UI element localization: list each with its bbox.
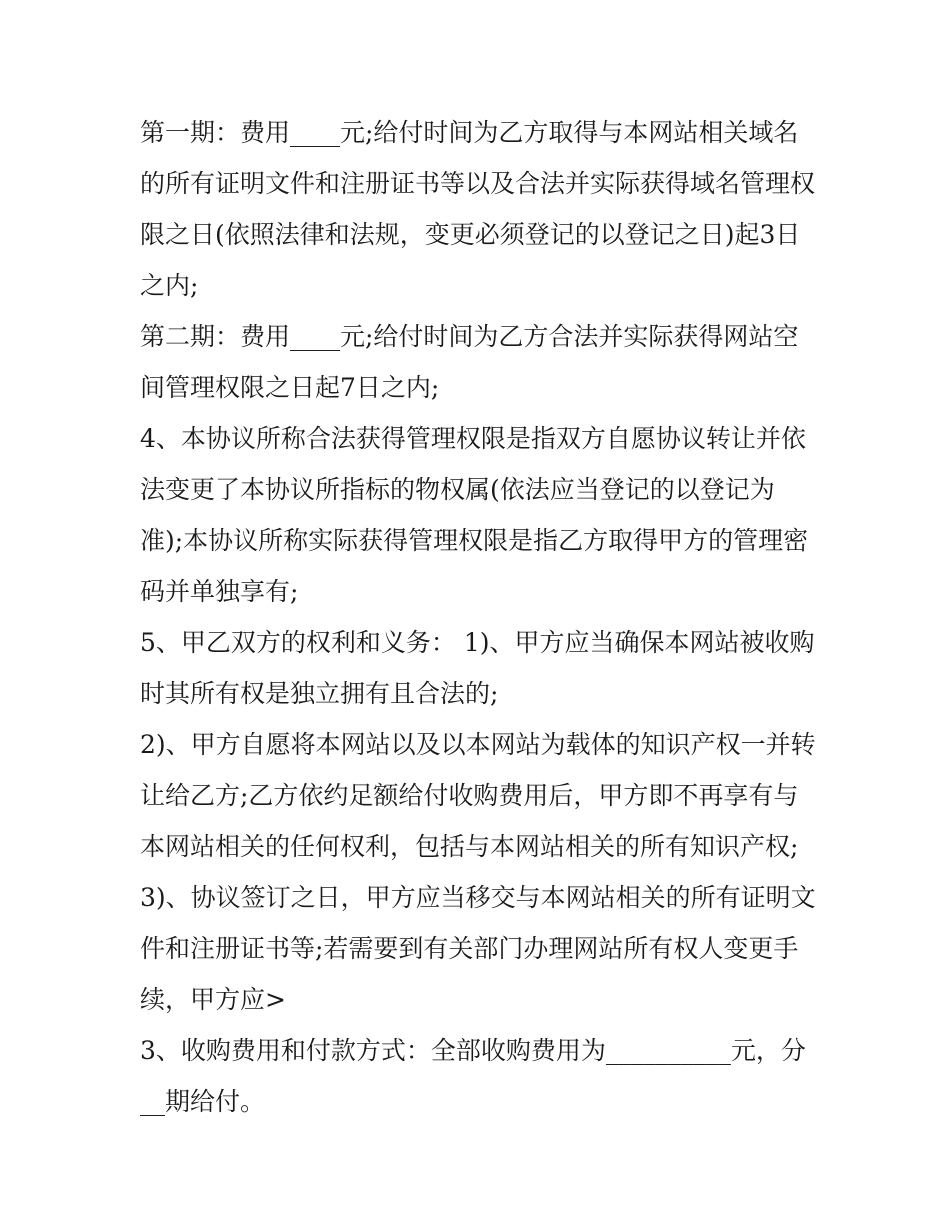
document-body xyxy=(140,107,820,1127)
text-line-4: 之内; xyxy=(140,271,199,300)
text-line-2: 的所有证明文件和注册证书等以及合法并实际获得域名管理权 xyxy=(140,169,816,198)
text-line-11: 5、甲乙双方的权利和义务： 1)、甲方应当确保本网站被收购 xyxy=(140,628,815,657)
text-line-20: __期给付。 xyxy=(140,1087,266,1116)
text-line-19: 3、收购费用和付款方式：全部收购费用为__________元，分 xyxy=(140,1036,806,1065)
text-line-3: 限之日(依照法律和法规，变更必须登记的以登记之日)起3日 xyxy=(140,220,801,249)
text-line-7: 4、本协议所称合法获得管理权限是指双方自愿协议转让并依 xyxy=(140,424,806,453)
text-line-13: 2)、甲方自愿将本网站以及以本网站为载体的知识产权一并转 xyxy=(140,730,816,759)
text-line-15: 本网站相关的任何权利，包括与本网站相关的所有知识产权; xyxy=(140,832,799,861)
text-line-10: 码并单独享有; xyxy=(140,577,299,606)
text-line-9: 准);本协议所称实际获得管理权限是指乙方取得甲方的管理密 xyxy=(140,526,809,555)
text-line-8: 法变更了本协议所指标的物权属(依法应当登记的以登记为 xyxy=(140,475,775,504)
text-line-5: 第二期：费用____元;给付时间为乙方合法并实际获得网站空 xyxy=(140,322,799,351)
text-line-6: 间管理权限之日起7日之内; xyxy=(140,373,440,402)
text-line-16: 3)、协议签订之日，甲方应当移交与本网站相关的所有证明文 xyxy=(140,883,816,912)
text-line-12: 时其所有权是独立拥有且合法的; xyxy=(140,679,499,708)
text-line-17: 件和注册证书等;若需要到有关部门办理网站所有权人变更手 xyxy=(140,934,799,963)
text-line-14: 让给乙方;乙方依约足额给付收购费用后，甲方即不再享有与 xyxy=(140,781,799,810)
text-line-1: 第一期：费用____元;给付时间为乙方取得与本网站相关域名 xyxy=(140,118,799,147)
text-line-18: 续，甲方应> xyxy=(140,985,286,1014)
